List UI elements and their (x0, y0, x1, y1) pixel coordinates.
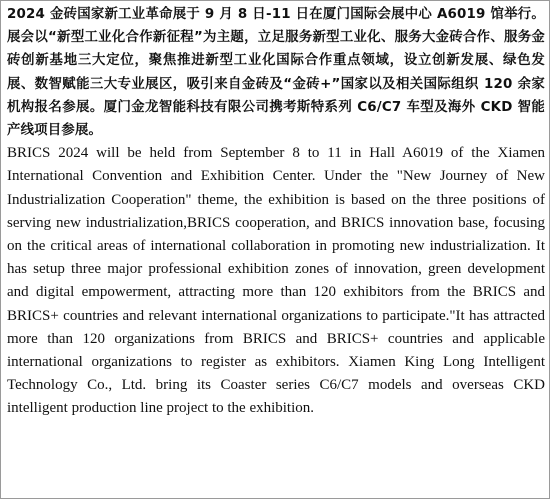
english-paragraph: BRICS 2024 will be held from September 8 to 11 in Hall A6019 of the Xiamen International Convention and Exhibition Center. Under the "New Journey of New Industrialization Cooperation" theme, the exhibition is based on the three positions of serving new industrialization,BRICS cooperation, and BRICS innovation base, focusing on the critical areas of international collaboration in promoting new industrialization. It has setup three major professional exhibition zones of innovation, green development and digital empowerment, attracting more than 120 exhibitors from the BRICS and BRICS+ countries and relevant international organizations to participate."It has attracted more than 120 organizations from BRICS and BRICS+ countries and applicable international organizations to register as exhibitors. Xiamen King Long Intelligent Technology Co., Ltd. bring its Coaster series C6/C7 models and overseas CKD intelligent production line project to the exhibition. (7, 145, 545, 417)
article-body (7, 3, 545, 421)
chinese-paragraph: 2024 金砖国家新工业革命展于 9 月 8 日-11 日在厦门国际会展中心 A6019 馆举行。展会以“新型工业化合作新征程”为主题，立足服务新型工业化、服务大金砖合作、服务金砖创新基地三大定位，聚焦推进新型工业化国际合作重点领域，设立创新发展、绿色发展、数智赋能三大专业展区，吸引来自金砖及“金砖+”国家以及相关国际组织 120 余家机构报名参展。厦门金龙智能科技有限公司携考斯特系列 C6/C7 车型及海外 CKD 智能产线项目参展。 (7, 7, 545, 139)
